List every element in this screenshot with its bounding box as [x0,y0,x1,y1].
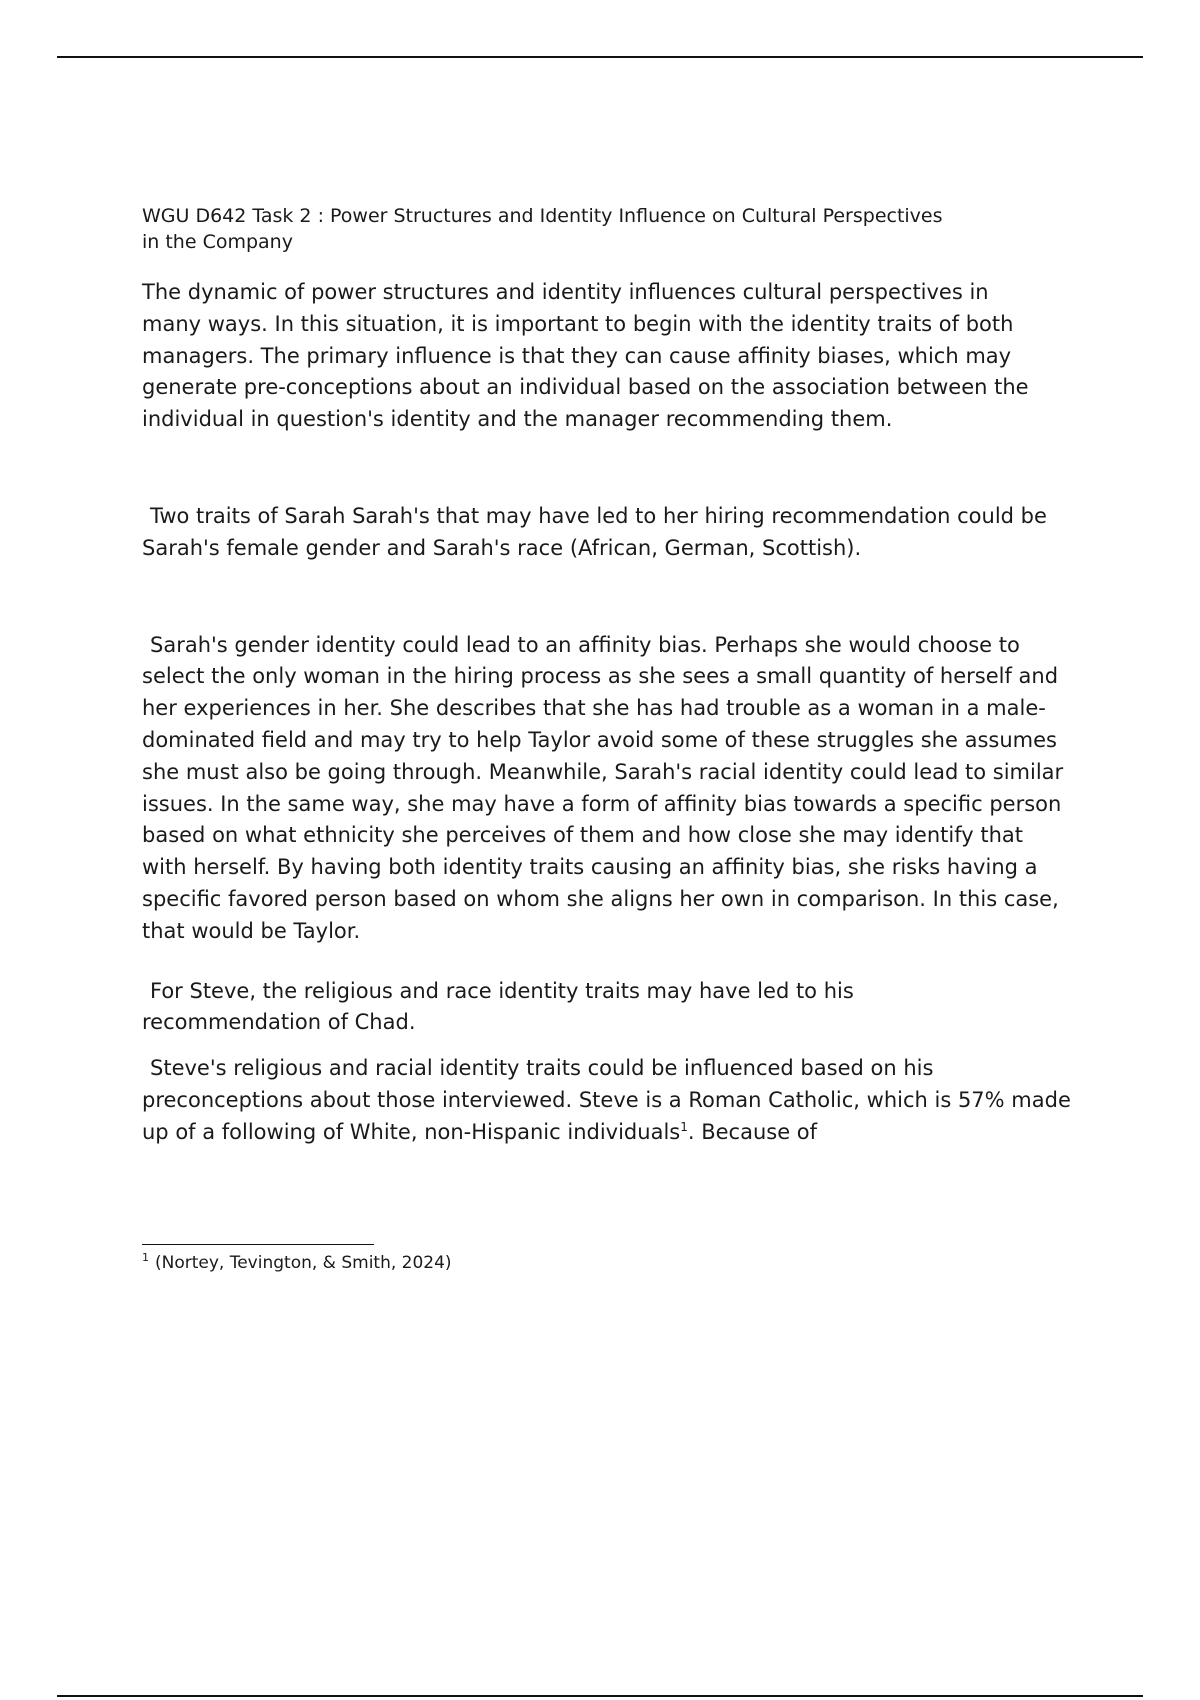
paragraph-steve-bias-tail: . Because of [687,1119,818,1144]
paragraph-intro: The dynamic of power structures and identity influences cultural perspectives in many ways. In this situation, it is important to begin with the identity traits of both managers. The primary influence is that they can cause afﬁnity biases, which may generate pre-conceptions about an individual based on the association between the individual in question's identity and the manager recommending them. [142,280,1029,432]
footnote-mark: 1 [142,1251,149,1265]
paragraph-steve-bias [142,1053,1072,1148]
paragraph-steve-bias-text: Steve's religious and racial identity traits could be influenced based on his preconceptions about those interviewed. Steve is a Roman Catholic, which is 57% made up of a following of White, non-Hispanic individuals [142,1056,1071,1144]
footnote-reference[interactable]: 1 [680,1119,688,1134]
paragraph-sarah-bias: Sarah's gender identity could lead to an afﬁnity bias. Perhaps she would choose to select the only woman in the hiring process as she sees a small quantity of herself and her experiences in her. She describes that she has had trouble as a woman in a male-dominated field and may try to help Taylor avoid some of these struggles she assumes she must also be going through. Meanwhile, Sarah's racial identity could lead to similar issues. In the same way, she may have a form of afﬁnity bias towards a specific person based on what ethnicity she perceives of them and how close she may identify that with herself. By having both identity traits causing an afﬁnity bias, she risks having a specific favored person based on whom she aligns her own in comparison. In this case, that would be Taylor. [142,632,1064,943]
paragraph-sarah-traits: Two traits of Sarah Sarah's that may have led to her hiring recommendation could be Sarah's female gender and Sarah's race (African, German, Scottish). [142,503,1047,560]
footnote [142,1251,452,1275]
bottom-rule [57,1695,1143,1697]
document-title: WGU D642 Task 2 : Power Structures and Identity Influence on Cultural Perspectives in the Company [142,205,943,253]
footnote-separator [142,1244,374,1245]
page-content [142,203,1072,1149]
paragraph-steve-traits: For Steve, the religious and race identity traits may have led to his recommendation of Chad. [142,978,854,1035]
footnote-text: (Nortey, Tevington, & Smith, 2024) [155,1253,452,1273]
top-rule [57,56,1143,58]
